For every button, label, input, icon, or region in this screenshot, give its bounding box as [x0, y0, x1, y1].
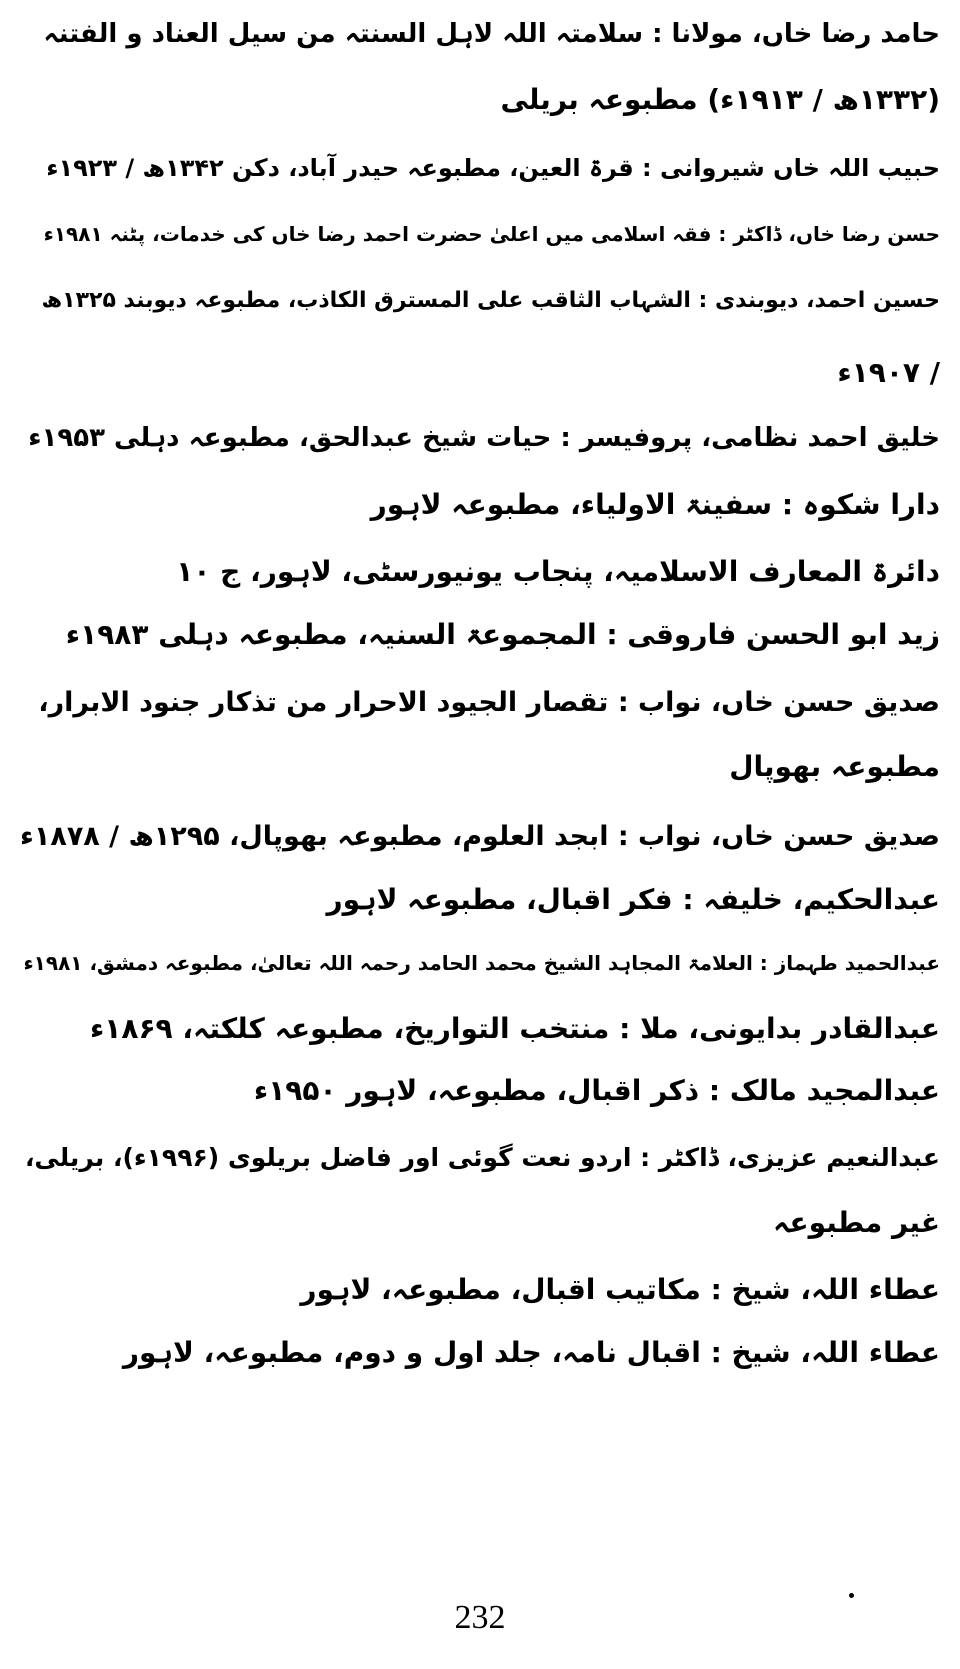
bibliography-entry-line: / ۱۹۰۷ء [837, 356, 940, 389]
bibliography-entry-line: دارا شکوہ : سفینۃ الاولیاء، مطبوعہ لاہور [370, 488, 940, 521]
bibliography-entry-line: حسن رضا خاں، ڈاکٹر : فقہ اسلامی میں اعلیٰ حضرت احمد رضا خاں کی خدمات، پٹنہ ۱۹۸۱ء [43, 222, 940, 246]
bibliography-entry-line: حبیب اللہ خاں شیروانی : قرۃ العین، مطبوعہ حیدر آباد، دکن ۱۳۴۲ھ / ۱۹۲۳ء [46, 154, 940, 182]
bibliography-entry-line: عبدالمجید مالک : ذکر اقبال، مطبوعہ، لاہور ۱۹۵۰ء [253, 1074, 940, 1107]
bibliography-entry-line: حسین احمد، دیوبندی : الشہاب الثاقب علی المسترق الکاذب، مطبوعہ دیوبند ۱۳۲۵ھ [41, 288, 940, 313]
bibliography-entry-line: عبدالحکیم، خلیفہ : فکر اقبال، مطبوعہ لاہور [326, 883, 940, 916]
bibliography-entry-line: مطبوعہ بھوپال [729, 750, 940, 783]
bibliography-entry-line: حامد رضا خاں، مولانا : سلامتہ اللہ لاہل السنتہ من سیل العناد و الفتنہ [43, 19, 940, 49]
bibliography-entry-line: غیر مطبوعہ [773, 1206, 940, 1239]
page-number: 232 [454, 1599, 506, 1636]
bibliography-entry-line: صدیق حسن خاں، نواب : تقصار الجیود الاحرار من تذکار جنود الابرار، [38, 687, 940, 718]
bibliography-entry-line: عطاء اللہ، شیخ : اقبال نامہ، جلد اول و دوم، مطبوعہ، لاہور [122, 1336, 940, 1369]
bibliography-entry-line: صدیق حسن خاں، نواب : ابجد العلوم، مطبوعہ بھوپال، ۱۲۹۵ھ / ۱۸۷۸ء [20, 821, 940, 852]
bibliography-entry-line: عبدالحمید طہماز : العلامۃ المجاہد الشیخ محمد الحامد رحمہ اللہ تعالیٰ، مطبوعہ دمشق، ۱۹۸۱ء [23, 951, 940, 975]
bibliography-entry-line: زید ابو الحسن فاروقی : المجموعۃ السنیہ، مطبوعہ دہلی ۱۹۸۳ء [65, 618, 940, 651]
bibliography-entry-line: عبدالنعیم عزیزی، ڈاکٹر : اردو نعت گوئی اور فاضل بریلوی (۱۹۹۶ء)، بریلی، [24, 1143, 940, 1172]
bibliography-entry-line: عبدالقادر بدایونی، ملا : منتخب التواریخ، مطبوعہ کلکتہ، ۱۸۶۹ء [89, 1012, 940, 1045]
bibliography-entry-line: خلیق احمد نظامی، پروفیسر : حیات شیخ عبدالحق، مطبوعہ دہلی ۱۹۵۳ء [28, 423, 940, 453]
bibliography-entry-line: عطاء اللہ، شیخ : مکاتیب اقبال، مطبوعہ، لاہور [300, 1273, 940, 1306]
bibliography-entry-line: (۱۳۳۲ھ / ۱۹۱۳ء) مطبوعہ بریلی [500, 83, 940, 116]
bibliography-entry-line: دائرۃ المعارف الاسلامیہ، پنجاب یونیورسٹی، لاہور، ج ۱۰ [176, 555, 940, 588]
